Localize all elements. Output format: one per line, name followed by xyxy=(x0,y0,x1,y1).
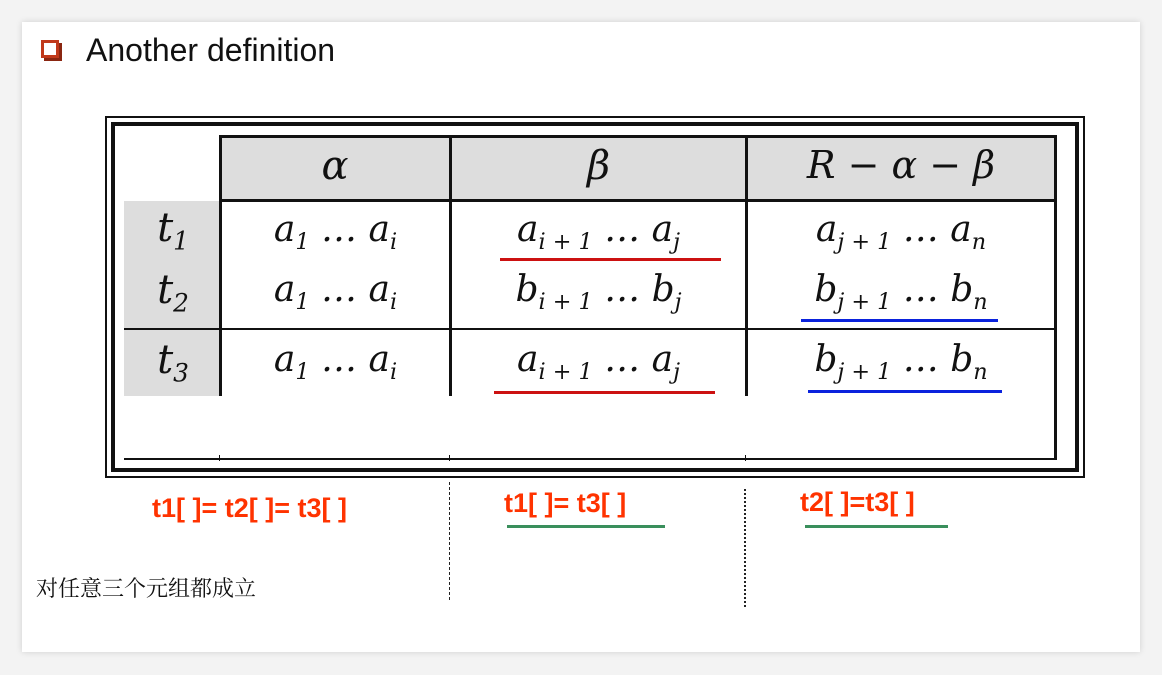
slide-title: Another definition xyxy=(86,32,336,68)
cell-t1-rest: $a_{j + 1}$ … $a_n$ xyxy=(815,209,987,255)
relation-table xyxy=(113,125,1079,469)
cell-t3-rest: $b_{j + 1}$ … $b_n$ xyxy=(814,339,988,385)
cell-t3-alpha: $a_1$ … $a_i$ xyxy=(273,339,398,385)
note-text: 对任意三个元组都成立 xyxy=(36,577,257,602)
condition-alpha: t1[ ]= t2[ ]= t3[ ] xyxy=(152,493,348,523)
header-top-border xyxy=(219,135,1057,138)
cell-t3-beta: $a_{i + 1}$ … $a_j$ xyxy=(517,339,680,385)
row-label-t1: $t_1$ xyxy=(157,205,189,256)
col-divider-right xyxy=(1054,135,1057,460)
dashed-separator xyxy=(449,482,450,600)
condition-beta-underline xyxy=(507,525,665,528)
tick-2 xyxy=(449,455,450,461)
header-beta: β xyxy=(586,143,611,189)
header-bottom-border xyxy=(219,199,1057,202)
underline-t3-rest xyxy=(808,390,1002,393)
tick-3 xyxy=(745,455,746,461)
header-r-minus-alpha-minus-beta: R − α − β xyxy=(806,143,996,187)
cell-t1-beta: $a_{i + 1}$ … $a_j$ xyxy=(517,209,680,255)
condition-rest-underline xyxy=(805,525,948,528)
condition-beta: t1[ ]= t3[ ] xyxy=(504,488,627,518)
underline-t1-beta xyxy=(500,258,721,261)
row-separator xyxy=(124,328,1057,330)
row-label-t2: $t_2$ xyxy=(157,267,189,318)
header-alpha: α xyxy=(321,143,349,189)
cell-t1-alpha: $a_1$ … $a_i$ xyxy=(273,209,398,255)
row-label-t3: $t_3$ xyxy=(157,337,189,388)
condition-rest: t2[ ]=t3[ ] xyxy=(800,487,915,517)
cell-t2-rest: $b_{j + 1}$ … $b_n$ xyxy=(814,269,988,315)
underline-t2-rest xyxy=(801,319,998,322)
tick-1 xyxy=(219,455,220,461)
dotted-separator xyxy=(744,489,746,607)
table-bottom-border xyxy=(124,458,1057,460)
cell-t2-beta: $b_{i + 1}$ … $b_j$ xyxy=(515,269,682,315)
underline-t3-beta xyxy=(494,391,715,394)
checkbox-bullet-icon xyxy=(41,40,59,58)
cell-t2-alpha: $a_1$ … $a_i$ xyxy=(273,269,398,315)
